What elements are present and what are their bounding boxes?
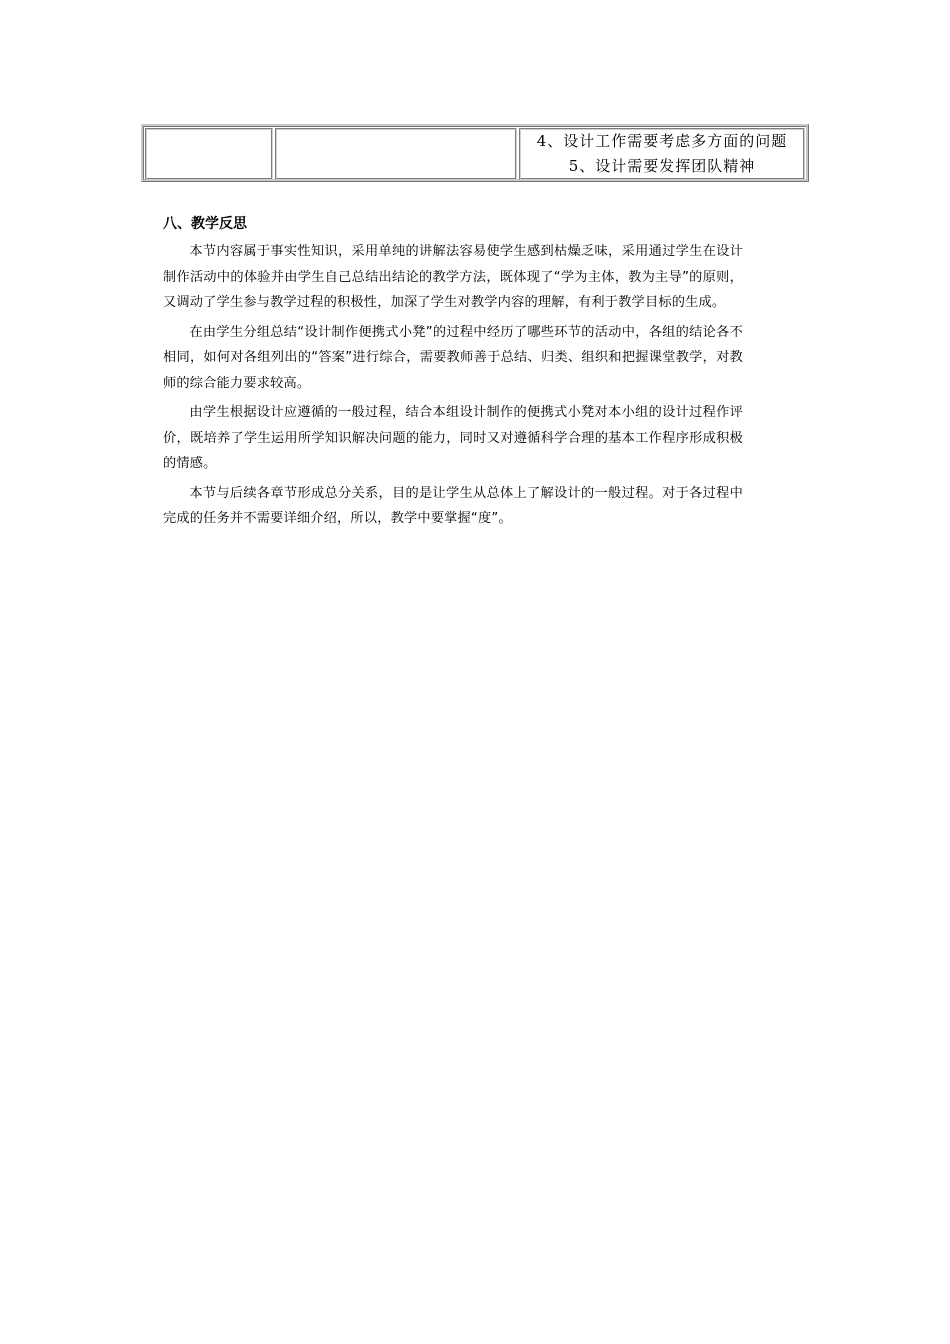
section-title: 八、教学反思 (163, 216, 247, 232)
paragraph-3: 由学生根据设计应遵循的一般过程，结合本组设计制作的便携式小凳对本小组的设计过程作评价，既培养了学生运用所学知识解决问题的能力，同时又对遵循科学合理的基本工作程序形成积极的情感。 (163, 405, 743, 471)
conclusion-item-5: 5、设计需要发挥团队精神 (568, 157, 756, 175)
table-cell-empty-2 (275, 128, 517, 180)
teaching-reflection-section (163, 213, 743, 536)
paragraph-1: 本节内容属于事实性知识，采用单纯的讲解法容易使学生感到枯燥乏味，采用通过学生在设计制作活动中的体验并由学生自己总结出结论的教学方法，既体现了“学为主体，教为主导”的原则，又调动了学生参与教学过程的积极性，加深了学生对教学内容的理解，有利于教学目标的生成。 (163, 244, 743, 310)
paragraph-2: 在由学生分组总结“设计制作便携式小凳”的过程中经历了哪些环节的活动中，各组的结论各不相同，如何对各组列出的“答案”进行综合，需要教师善于总结、归类、组织和把握课堂教学，对教师的综合能力要求较高。 (163, 324, 743, 391)
conclusion-item-4: 4、设计工作需要考虑多方面的问题 (536, 132, 788, 150)
table-cell-empty-1 (145, 128, 273, 180)
table-cell-conclusions (519, 128, 805, 180)
table-fragment (141, 124, 809, 182)
paragraph-4: 本节与后续各章节形成总分关系，目的是让学生从总体上了解设计的一般过程。对于各过程中完成的任务并不需要详细介绍，所以，教学中要掌握“度”。 (163, 485, 743, 526)
